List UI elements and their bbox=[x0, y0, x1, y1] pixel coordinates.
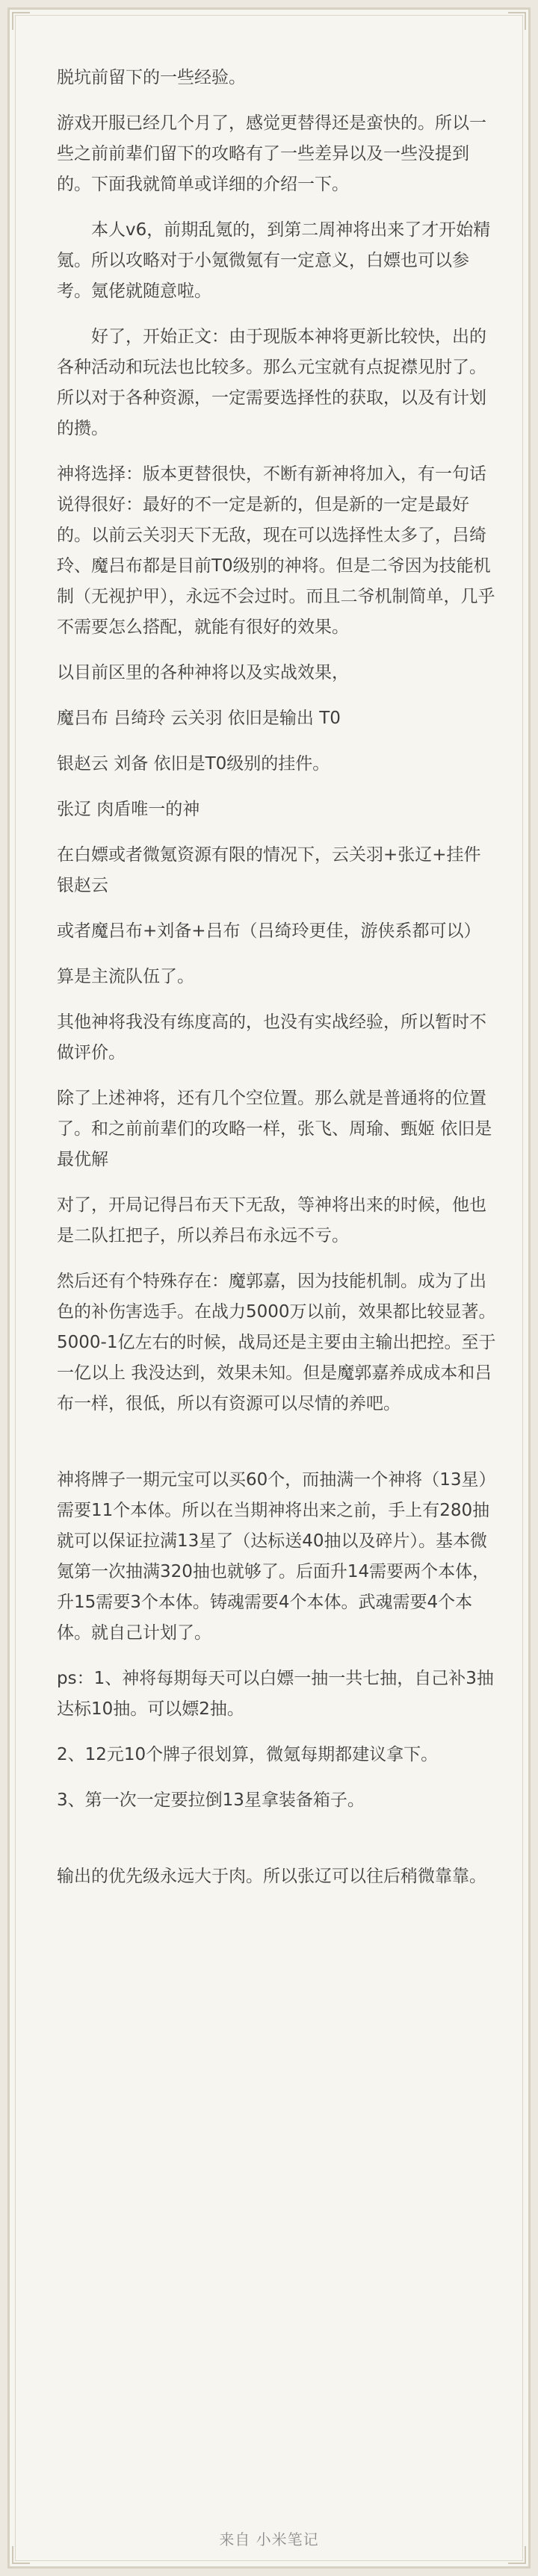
paragraph: 以目前区里的各种神将以及实战效果， bbox=[57, 663, 349, 682]
paragraph: 张辽 肉盾唯一的神 bbox=[57, 800, 200, 819]
paragraph: 对了，开局记得吕布天下无敌，等神将出来的时候，他也是二队扛把子，所以养吕布永远不亏。 bbox=[57, 1195, 486, 1245]
paragraph: 神将选择：版本更替很快，不断有新神将加入，有一句话说得很好：最好的不一定是新的，但是新的一定是最好的。以前云关羽天下无敌，现在可以选择性太多了，吕绮玲、魔吕布都是目前T0级别的神将。但是二爷因为技能机制（无视护甲），永远不会过时。而且二爷机制简单，几乎不需要怎么搭配，就能有很好的效果。 bbox=[57, 464, 495, 637]
frame-corner-top-left bbox=[12, 12, 30, 30]
paragraph: 好了，开始正文：由于现版本神将更新比较快，出的各种活动和玩法也比较多。那么元宝就有点捉襟见肘了。所以对于各种资源，一定需要选择性的获取，以及有计划的攒。 bbox=[57, 327, 486, 438]
paragraph: 本人v6，前期乱氪的，到第二周神将出来了才开始精氪。所以攻略对于小氪微氪有一定意义，白嫖也可以参考。氪佬就随意啦。 bbox=[57, 220, 491, 301]
paragraph: 神将牌子一期元宝可以买60个，而抽满一个神将（13星）需要11个本体。所以在当期神将出来之前，手上有280抽就可以保证拉满13星了（达标送40抽以及碎片）。基本微氪第一次抽满320抽也就够了。后面升14需要两个本体，升15需要3个本体。铸魂需要4个本体。武魂需要4个本体。就自己计划了。 bbox=[57, 1470, 496, 1643]
paragraph: 然后还有个特殊存在：魔郭嘉，因为技能机制。成为了出色的补伤害选手。在战力5000万以前，效果都比较显著。5000-1亿左右的时候，战局还是主要由主输出把控。至于一亿以上 我没达到，效果未知。但是魔郭嘉养成成本和吕布一样，很低，所以有资源可以尽情的养吧。 bbox=[57, 1272, 496, 1413]
blank-line bbox=[57, 1831, 496, 1861]
paragraph: 在白嫖或者微氪资源有限的情况下，云关羽+张辽+挂件银赵云 bbox=[57, 845, 481, 895]
blank-line bbox=[57, 1434, 496, 1465]
paragraph: 银赵云 刘备 依旧是T0级别的挂件。 bbox=[57, 754, 330, 774]
note-content bbox=[57, 63, 496, 1907]
paragraph: 3、第一次一定要拉倒13星拿装备箱子。 bbox=[57, 1791, 365, 1810]
paragraph: 输出的优先级永远大于肉。所以张辽可以往后稍微靠靠。 bbox=[57, 1867, 486, 1886]
frame-corner-top-right bbox=[508, 12, 526, 30]
paragraph: 或者魔吕布+刘备+吕布（吕绮玲更佳，游侠系都可以） bbox=[57, 921, 481, 941]
paragraph: 魔吕布 吕绮玲 云关羽 依旧是输出 T0 bbox=[57, 709, 341, 728]
paragraph: 脱坑前留下的一些经验。 bbox=[57, 68, 246, 87]
paragraph: 2、12元10个牌子很划算，微氪每期都建议拿下。 bbox=[57, 1745, 439, 1764]
paragraph: 算是主流队伍了。 bbox=[57, 967, 194, 986]
paragraph: 除了上述神将，还有几个空位置。那么就是普通将的位置了。和之前前辈们的攻略一样，张飞、周瑜、甄姬 依旧是最优解 bbox=[57, 1089, 492, 1169]
paragraph: 其他神将我没有练度高的，也没有实战经验，所以暂时不做评价。 bbox=[57, 1012, 486, 1063]
footer-source: 来自 小米笔记 bbox=[219, 2530, 319, 2548]
paragraph: ps：1、神将每期每天可以白嫖一抽一共七抽，自己补3抽达标10抽。可以嫖2抽。 bbox=[57, 1669, 494, 1719]
paragraph: 游戏开服已经几个月了，感觉更替得还是蛮快的。所以一些之前前辈们留下的攻略有了一些差异以及一些没提到的。下面我就简单或详细的介绍一下。 bbox=[57, 113, 486, 194]
